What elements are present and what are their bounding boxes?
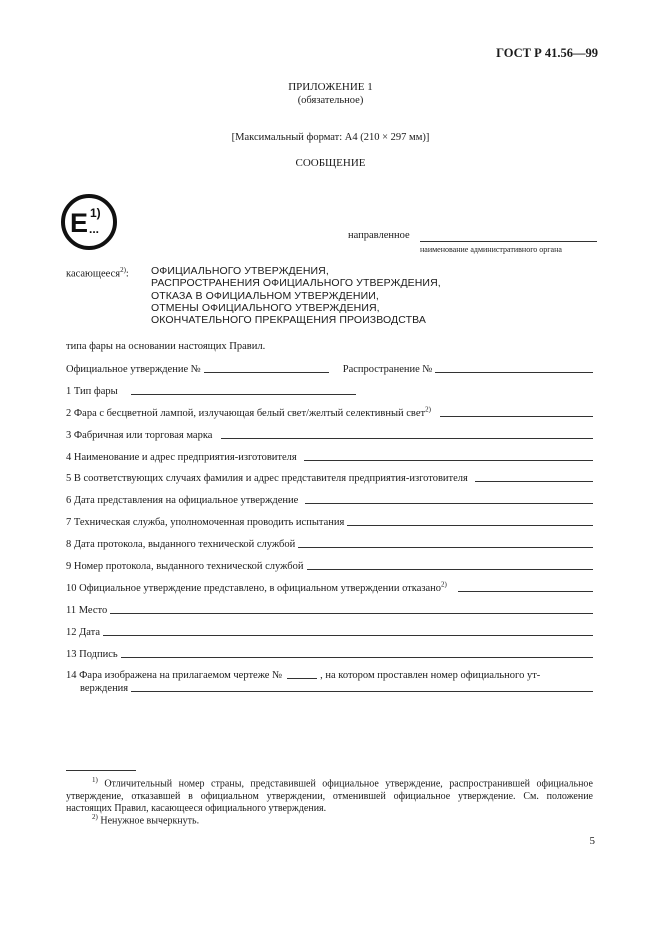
emblem-dots: ...: [89, 222, 100, 236]
approval-mark-emblem: [60, 193, 118, 251]
item-8-label: 8 Дата протокола, выданного технической службой: [66, 539, 296, 550]
directed-field-line[interactable]: [420, 227, 597, 242]
item-10-row: [66, 580, 593, 594]
message-title: СООБЩЕНИЕ: [295, 157, 366, 169]
concerning-item: ОФИЦИАЛЬНОГО УТВЕРЖДЕНИЯ,: [151, 265, 329, 277]
concerning-item: ОКОНЧАТЕЛЬНОГО ПРЕКРАЩЕНИЯ ПРОИЗВОДСТВА: [151, 314, 426, 327]
page-number: 5: [589, 835, 595, 847]
item-3-field[interactable]: [221, 438, 593, 439]
approval-number-label: Официальное утверждение №: [66, 364, 201, 375]
concerning-list: [151, 265, 441, 326]
item-13-label: 13 Подпись: [66, 649, 118, 660]
item-11-label: 11 Место: [66, 605, 108, 616]
item-5-field[interactable]: [475, 481, 593, 482]
item-7-field[interactable]: [347, 525, 593, 526]
type-statement: типа фары на основании настоящих Правил.: [66, 341, 266, 352]
item-14-row-2: [80, 680, 593, 694]
item-12-field[interactable]: [103, 635, 593, 636]
item-6-row: [66, 492, 593, 506]
item-7-label: 7 Техническая служба, уполномоченная проводить испытания: [66, 517, 345, 528]
extension-number-field[interactable]: [435, 372, 593, 373]
item-8-field[interactable]: [298, 547, 593, 548]
item-4-field[interactable]: [304, 460, 593, 461]
item-11-field[interactable]: [110, 613, 593, 614]
concerning-label: касающееся$^{2)}$:: [66, 266, 129, 280]
item-14-drawing-field[interactable]: [287, 678, 317, 679]
item-7-row: [66, 514, 593, 528]
approval-number-row: [66, 361, 593, 375]
concerning-item: ОТМЕНЫ ОФИЦИАЛЬНОГО УТВЕРЖДЕНИЯ,: [151, 301, 380, 314]
item-10-label: 10 Официальное утверждение представлено, в официальном утверждении отказано$^{2)}$: [66, 580, 447, 594]
concerning-item: ОТКАЗА В ОФИЦИАЛЬНОМ УТВЕРЖДЕНИИ,: [151, 289, 379, 302]
item-5-row: [66, 470, 593, 484]
item-14-label: 14 Фара изображена на прилагаемом чертеже №: [66, 670, 283, 681]
item-5-label: 5 В соответствующих случаях фамилия и адрес представителя предприятия-изготовителя: [66, 473, 468, 484]
item-2-label: 2 Фара с бесцветной лампой, излучающая белый свет/желтый селективный свет$^{2)}$: [66, 405, 431, 419]
item-1-label: 1 Тип фары: [66, 386, 118, 397]
item-13-field[interactable]: [121, 657, 593, 658]
item-3-label: 3 Фабричная или торговая марка: [66, 430, 213, 441]
admin-body-caption: наименование административного органа: [420, 245, 562, 254]
item-11-row: [66, 602, 593, 616]
item-3-row: [66, 427, 593, 441]
item-14-field[interactable]: [131, 691, 593, 692]
item-2-row: [66, 405, 593, 419]
standard-code: ГОСТ Р 41.56—99: [496, 46, 598, 60]
approval-number-field[interactable]: [204, 372, 329, 373]
appendix-status: (обязательное): [297, 95, 364, 106]
item-6-field[interactable]: [305, 503, 593, 504]
format-note: [Максимальный формат: А4 (210 × 297 мм)]: [231, 132, 430, 143]
item-14-row: [66, 667, 593, 681]
item-6-label: 6 Дата представления на официальное утверждение: [66, 495, 299, 506]
item-9-row: [66, 558, 593, 572]
extension-number-label: Распространение №: [342, 364, 433, 375]
concerning-item: РАСПРОСТРАНЕНИЯ ОФИЦИАЛЬНОГО УТВЕРЖДЕНИЯ,: [151, 277, 441, 290]
directed-label: направленное: [348, 230, 410, 241]
appendix-title: ПРИЛОЖЕНИЕ 1: [288, 81, 373, 93]
circle-e-icon: [60, 193, 118, 251]
item-12-label: 12 Дата: [66, 627, 101, 638]
item-9-label: 9 Номер протокола, выданного технической службой: [66, 561, 304, 572]
footnote-divider: [66, 770, 136, 771]
emblem-letter: E: [70, 208, 89, 238]
item-1-field[interactable]: [131, 394, 356, 395]
item-10-field[interactable]: [458, 591, 593, 592]
item-14-label-end: верждения: [80, 683, 129, 694]
item-14-label-cont: , на котором проставлен номер официального ут-: [320, 670, 541, 681]
item-9-field[interactable]: [307, 569, 594, 570]
footnote-1: $^{1)}$ Отличительный номер страны, представившей официальное утверждение, распространившей официальное утверждение, отказавшей в официальном утверждении, отменившей официальное утверждение. См. положение настоящих Правил, касающееся официального утверждения.: [66, 776, 593, 815]
item-13-row: [66, 646, 593, 660]
footnote-2: $^{2)}$ Ненужное вычеркнуть.: [92, 813, 200, 827]
item-12-row: [66, 624, 593, 638]
emblem-sup: 1): [90, 206, 101, 220]
item-4-row: [66, 449, 593, 463]
item-4-label: 4 Наименование и адрес предприятия-изготовителя: [66, 452, 297, 463]
item-2-field[interactable]: [440, 416, 593, 417]
item-1-row: [66, 383, 593, 397]
item-8-row: [66, 536, 593, 550]
